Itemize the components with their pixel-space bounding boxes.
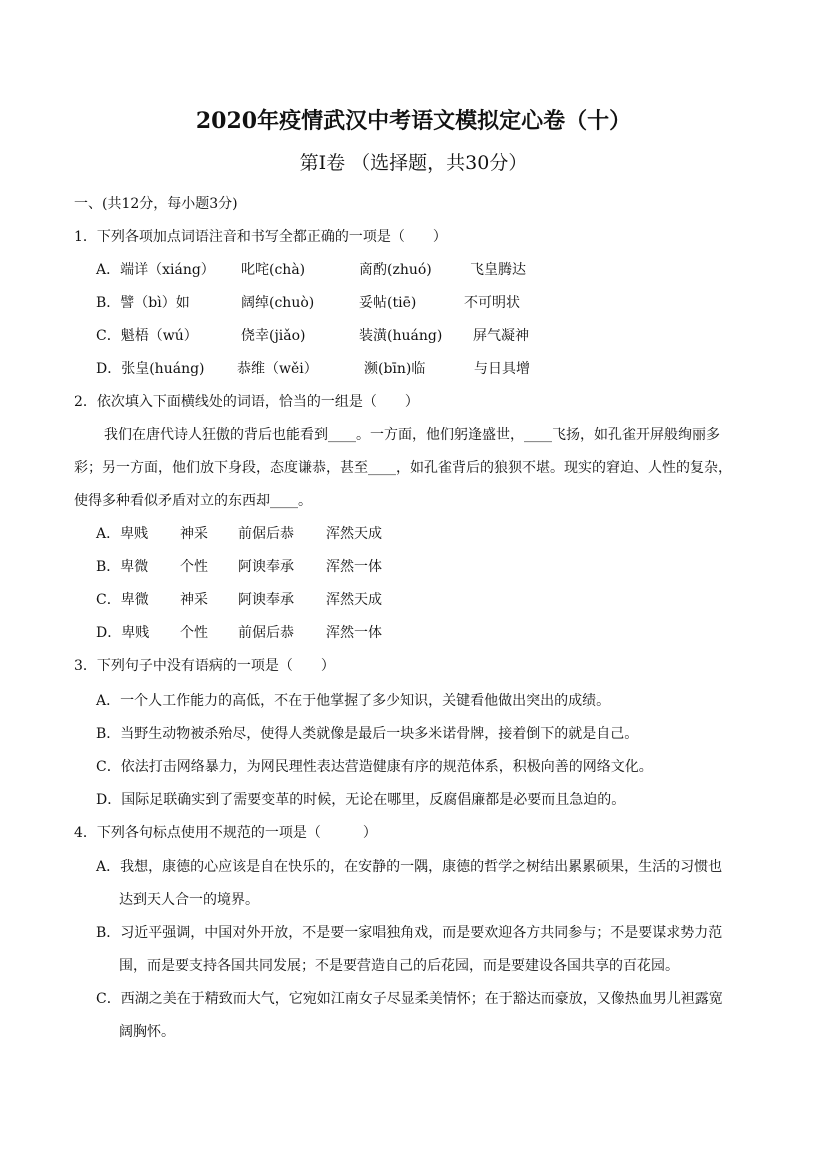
q1-option-a-word-1: A．端详（xiáng） — [96, 262, 215, 278]
q4-option-a-line-1: A．我想，康德的心应该是自在快乐的，在安静的一隅，康德的哲学之树结出累累硕果，生活的习惯也 — [96, 859, 723, 875]
question-1-stem: 1．下列各项加点词语注音和书写全都正确的一项是（ ） — [74, 229, 447, 245]
q3-option-b: B．当野生动物被杀殆尽，使得人类就像是最后一块多米诺骨牌，接着倒下的就是自己。 — [96, 726, 639, 742]
q1-option-b-word-1: B．譬（bì）如 — [96, 295, 190, 311]
q2-option-c-word-3: 阿谀奉承 — [238, 592, 294, 608]
q4-option-a-line-2: 达到天人合一的境界。 — [119, 892, 259, 908]
q2-option-a-word-4: 浑然天成 — [326, 526, 382, 542]
q1-option-d-word-4: 与日具增 — [474, 361, 530, 377]
q1-option-b-word-4: 不可明状 — [464, 295, 520, 311]
q2-option-a-word-1: A．卑贱 — [96, 526, 149, 542]
q3-option-c: C．依法打击网络暴力，为网民理性表达营造健康有序的规范体系，积极向善的网络文化。 — [96, 759, 653, 775]
q2-option-b-word-4: 浑然一体 — [326, 559, 382, 575]
q1-option-d-word-1: D．张皇(huáng) — [96, 361, 205, 377]
q1-option-c-word-2: 侥幸(jiǎo) — [241, 328, 306, 344]
exam-subtitle: 第Ⅰ卷 （选择题，共30分） — [299, 152, 528, 174]
q4-option-c-line-1: C．西湖之美在于精致而大气，它宛如江南女子尽显柔美情怀；在于豁达而豪放，又像热血男儿袒露宽 — [96, 991, 723, 1007]
q2-option-a-word-3: 前倨后恭 — [238, 526, 294, 542]
q1-option-c-word-1: C．魁梧（wú） — [96, 328, 198, 344]
q4-option-b-line-2: 围，而是要支持各国共同发展；不是要营造自己的后花园，而是要建设各国共享的百花园。 — [119, 958, 679, 974]
question-2-stem: 2．依次填入下面横线处的词语，恰当的一组是（ ） — [74, 394, 419, 410]
q1-option-a-word-3: 啇酌(zhuó) — [359, 262, 432, 278]
question-3-stem: 3．下列句子中没有语病的一项是（ ） — [74, 658, 335, 674]
q1-option-b-word-3: 妥帖(tiē) — [359, 295, 417, 311]
q2-option-b-word-2: 个性 — [180, 559, 208, 575]
q1-option-d-word-2: 恭维（wěi） — [237, 361, 318, 377]
q2-option-d-word-3: 前倨后恭 — [238, 625, 294, 641]
q2-passage-line-2: 彩；另一方面，他们放下身段，态度谦恭，甚至____，如孔雀背后的狼狈不堪。现实的窘迫、人性的复杂， — [74, 460, 732, 476]
q2-option-c-word-2: 神采 — [180, 592, 208, 608]
q2-option-c-word-4: 浑然天成 — [326, 592, 382, 608]
section-heading: 一、(共12分，每小题3分) — [74, 196, 238, 212]
q2-option-d-word-2: 个性 — [180, 625, 208, 641]
q2-option-a-word-2: 神采 — [180, 526, 208, 542]
q2-option-d-word-4: 浑然一体 — [326, 625, 382, 641]
q4-option-c-line-2: 阔胸怀。 — [119, 1024, 175, 1040]
question-4-stem: 4．下列各句标点使用不规范的一项是（ ） — [74, 825, 377, 841]
q3-option-d: D．国际足联确实到了需要变革的时候，无论在哪里，反腐倡廉都是必要而且急迫的。 — [96, 792, 626, 808]
q4-option-b-line-1: B．习近平强调，中国对外开放，不是要一家唱独角戏，而是要欢迎各方共同参与；不是要谋求势力范 — [96, 925, 723, 941]
q1-option-d-word-3: 濒(bīn)临 — [364, 361, 426, 377]
q2-option-c-word-1: C．卑微 — [96, 592, 149, 608]
q2-passage-line-3: 使得多种看似矛盾对立的东西却____。 — [74, 493, 312, 509]
q1-option-a-word-2: 叱咤(chà) — [241, 262, 306, 278]
q2-option-d-word-1: D．卑贱 — [96, 625, 150, 641]
q1-option-b-word-2: 阔绰(chuò) — [241, 295, 315, 311]
q1-option-c-word-3: 装潢(huáng) — [359, 328, 443, 344]
q3-option-a: A．一个人工作能力的高低，不在于他掌握了多少知识，关键看他做出突出的成绩。 — [96, 693, 611, 709]
exam-title: 2020年疫情武汉中考语文模拟定心卷（十） — [195, 108, 632, 134]
q1-option-c-word-4: 屏气凝神 — [473, 328, 529, 344]
q2-option-b-word-3: 阿谀奉承 — [238, 559, 294, 575]
q2-passage-line-1: 我们在唐代诗人狂傲的背后也能看到____。一方面，他们躬逢盛世，____飞扬，如孔雀开屏般绚丽多 — [104, 427, 720, 443]
q2-option-b-word-1: B．卑微 — [96, 559, 149, 575]
q1-option-a-word-4: 飞皇腾达 — [470, 262, 526, 278]
